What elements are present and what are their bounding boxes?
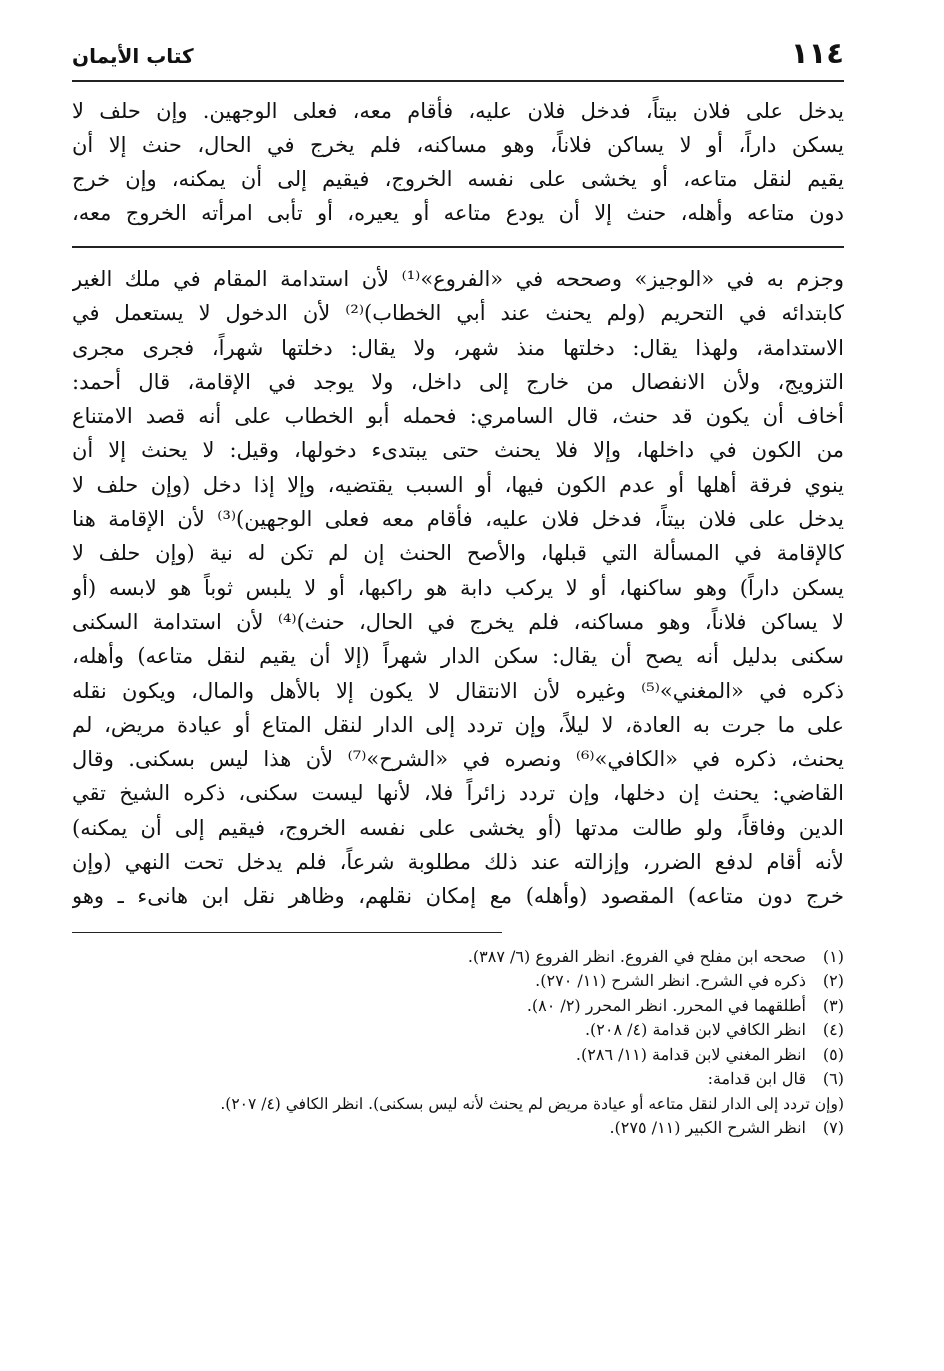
matn-line: يقيم لنقل متاعه، أو يخشى على نفسه الخروج، فيقيم إلى أن يمكنه، وإن خرج <box>72 167 844 191</box>
running-title: كتاب الأيمان <box>72 44 194 68</box>
footnote-number: (١) <box>822 946 844 966</box>
footnote-number: (٧) <box>822 1118 844 1138</box>
commentary-line: الاستدامة، ولهذا يقال: دخلتها منذ شهر، ولا يقال: دخلتها شهراً، فجرى مجرى <box>72 335 844 360</box>
footnote <box>72 1116 844 1141</box>
commentary-line: وجزم به في «الوجيز» وصححه في «الفروع»⁽¹⁾ لأن استدامة المقام في ملك الغير <box>72 267 844 291</box>
footnote <box>72 1067 844 1092</box>
footnote-number: (٣) <box>822 995 844 1015</box>
footnote-number: (٤) <box>822 1020 844 1040</box>
commentary-line: التزويج، ولأن الانفصال من خارج إلى داخل، ولا يوجد في الإقامة، قال أحمد: <box>72 369 844 394</box>
commentary-line: يدخل على فلان بيتاً، فدخل فلان عليه، فأقام معه فعلى الوجهين)⁽³⁾ لأن الإقامة هنا <box>72 507 844 532</box>
commentary-line: لا يساكن فلاناً، وهو مساكنه، فلم يخرج في الحال، حنث)⁽⁴⁾ لأن استدامة السكنى <box>72 609 844 634</box>
footnote-text: (وإن تردد إلى الدار لنقل متاعه أو عيادة مريض لم يحنث لأنه ليس بسكنى). انظر الكافي (٤/ ٢٠٧). <box>220 1094 844 1113</box>
footnote-text: انظر المغني لابن قدامة (١١/ ٢٨٦). <box>575 1044 806 1064</box>
commentary-line: يحنث، ذكره في «الكافي»⁽⁶⁾ ونصره في «الشرح»⁽⁷⁾ لأن هذا ليس بسكنى. وقال <box>72 747 844 772</box>
commentary-line: القاضي: يحنث إن دخلها، وإن تردد زائراً فلا، لأنها ليست سكنى، ذكره الشيخ تقي <box>72 781 844 806</box>
commentary-line: ذكره في «المغني»⁽⁵⁾ وغيره لأن الانتقال لا يكون إلا بالأهل والمال، ويكون نقله <box>72 678 844 703</box>
page-number: ١١٤ <box>790 36 844 70</box>
commentary-line: كابتدائه في التحريم (ولم يحنث عند أبي الخطاب)⁽²⁾ لأن الدخول لا يستعمل في <box>72 301 844 326</box>
footnote <box>72 994 844 1019</box>
footnote-text: أطلقهما في المحرر. انظر المحرر (٢/ ٨٠). <box>526 995 806 1015</box>
footnote-number: (٦) <box>822 1069 844 1089</box>
footnotes <box>72 945 844 1141</box>
matn-text <box>72 94 844 230</box>
commentary-line: سكنى بدليل أنه يصح أن يقال: سكن الدار شهراً (إلا أن يقيم لنقل متاعه) وأهله، <box>72 644 844 669</box>
footnote <box>72 945 844 970</box>
commentary-line: لأنه أقام لدفع الضرر، وإزالته عند ذلك مطلوبة شرعاً، فلم يدخل تحت النهي (وإن <box>72 850 844 875</box>
footnote-text: انظر الكافي لابن قدامة (٤/ ٢٠٨). <box>584 1020 806 1040</box>
commentary-line: من الكون في داخلها، وإلا فلا يحنث حتى يبتدىء دخولها، وقيل: لا يحنث إلا أن <box>72 438 844 463</box>
matn-line: يدخل على فلان بيتاً، فدخل فلان عليه، فأقام معه، فعلى الوجهين. وإن حلف لا <box>72 99 844 123</box>
footnote-number: (٢) <box>822 971 844 991</box>
footnote-rule <box>72 932 502 933</box>
footnote-number: (٥) <box>822 1044 844 1064</box>
matn-separator <box>72 246 844 248</box>
commentary-line: على ما جرت به العادة، لا ليلاً، وإن تردد إلى الدار لنقل المتاع أو عيادة مريض، لم <box>72 712 844 737</box>
footnote-text: انظر الشرح الكبير (١١/ ٢٧٥). <box>609 1118 806 1138</box>
page-header <box>72 34 844 82</box>
footnote-text: صححه ابن مفلح في الفروع. انظر الفروع (٦/ ٣٨٧). <box>467 946 806 966</box>
footnote <box>72 1043 844 1068</box>
matn-line: يسكن داراً، أو لا يساكن فلاناً، وهو مساكنه، فلم يخرج في الحال، حنث إلا أن <box>72 133 844 157</box>
commentary-line: ينوي فرقة أهلها أو عدم الكون فيها، أو السبب يقتضيه، وإلا إذا دخل (وإن حلف لا <box>72 472 844 497</box>
commentary-line: أخاف أن يكون قد حنث، قال السامري: فحمله أبو الخطاب على أنه قصد الامتناع <box>72 404 844 429</box>
commentary-line: الدين وفاقاً، ولو طالت مدتها (أو يخشى على نفسه الخروج، فيقيم إلى أن يمكنه) <box>72 815 844 840</box>
book-page <box>72 34 844 1334</box>
footnote <box>72 969 844 994</box>
footnote-text: ذكره في الشرح. انظر الشرح (١١/ ٢٧٠). <box>535 971 806 991</box>
footnote-quote <box>72 1092 844 1117</box>
footnote <box>72 1018 844 1043</box>
commentary-line: كالإقامة في المسألة التي قبلها، والأصح الحنث إن لم تكن له نية (وإن حلف لا <box>72 541 844 566</box>
commentary-text <box>72 262 844 914</box>
footnote-text: قال ابن قدامة: <box>707 1069 806 1089</box>
commentary-line: خرج دون متاعه) المقصود (وأهله) مع إمكان نقلهم، وظاهر نقل ابن هانىء ـ وهو <box>72 884 844 909</box>
commentary-line: يسكن داراً) وهو ساكنها، أو لا يركب دابة هو راكبها، أو لا يلبس ثوباً هو لابسه (أو <box>72 575 844 600</box>
matn-line: دون متاعه وأهله، حنث إلا أن يودع متاعه أو يعيره، أو تأبى امرأته الخروج معه، <box>72 201 844 225</box>
